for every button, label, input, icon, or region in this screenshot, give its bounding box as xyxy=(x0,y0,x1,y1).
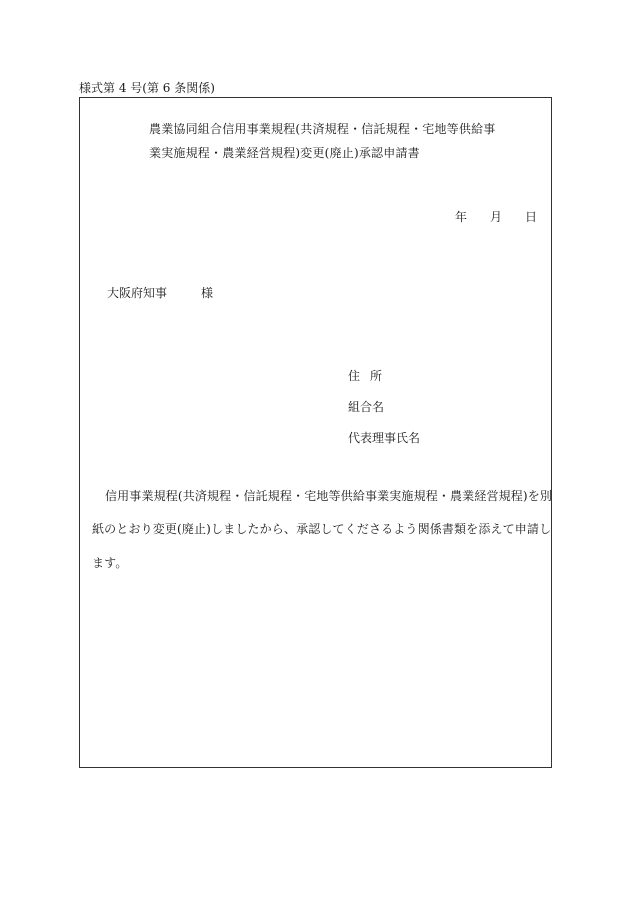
applicant-representative-label: 代表理事氏名 xyxy=(348,431,421,445)
form-number: 様式第 4 号(第 6 条関係) xyxy=(79,81,215,95)
body-text-line-1: 信用事業規程(共済規程・信託規程・宅地等供給事業実施規程・農業経営規程)を別 xyxy=(105,489,553,503)
addressee-name: 大阪府知事 xyxy=(107,286,168,300)
date-year-label: 年 xyxy=(455,210,468,224)
body-text-line-3: ます。 xyxy=(92,556,128,570)
addressee-honorific: 様 xyxy=(201,286,214,300)
applicant-address-label: 住所 xyxy=(348,369,393,383)
document-title-line-2: 業実施規程・農業経営規程)変更(廃止)承認申請書 xyxy=(149,146,420,160)
document-title-line-1: 農業協同組合信用事業規程(共済規程・信託規程・宅地等供給事 xyxy=(149,122,496,136)
body-text-line-2: 紙のとおり変更(廃止)しましたから、承認してくださるよう関係書類を添えて申請し xyxy=(92,522,552,536)
form-frame xyxy=(79,97,552,768)
applicant-org-label: 組合名 xyxy=(348,400,385,414)
date-month-label: 月 xyxy=(490,210,503,224)
date-day-label: 日 xyxy=(525,210,538,224)
